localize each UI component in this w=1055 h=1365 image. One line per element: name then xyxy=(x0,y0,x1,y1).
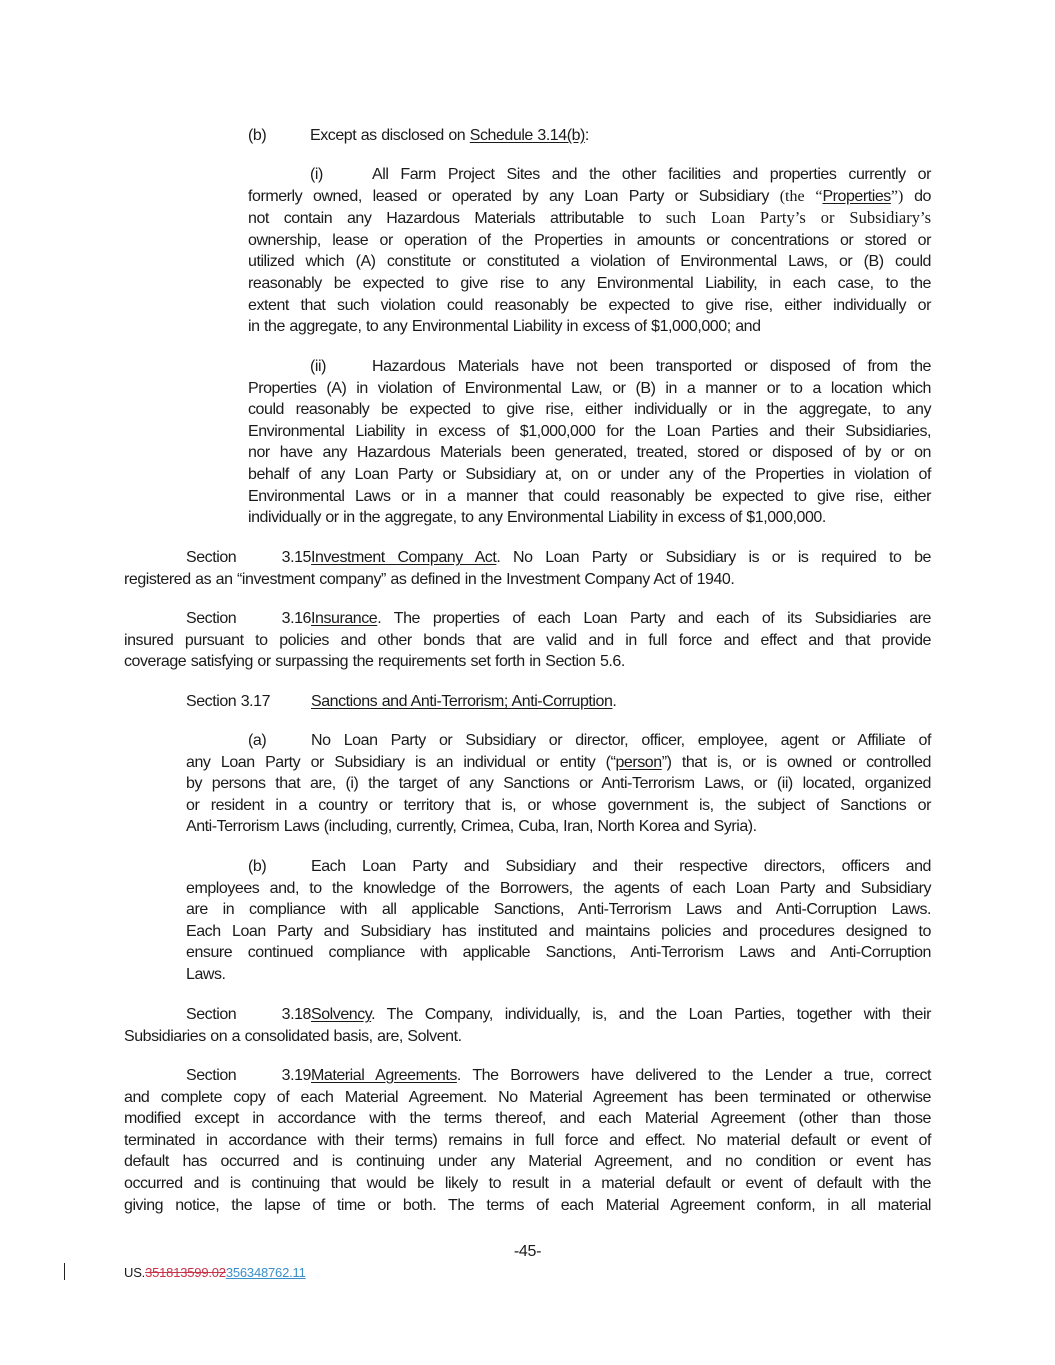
section-3-15: Section 3.15Investment Company Act. No Loan Party or Subsidiary is or is required to be registered as an “investment company” as defined in the Investment Company Act of 1940. xyxy=(124,549,931,588)
section-3-17-paragraph-a: (a) No Loan Party or Subsidiary or director, officer, employee, agent or Affiliate of any Loan Party or Subsidiary is an individual or entity (“person”) that is, or is owned or controlled by persons that are, (i) the target of any Sanctions or Anti-Terrorism Laws, or (ii) located, organized or resident in a country or territory that is, or whose government is, the subject of Sanctions or Anti-Terrorism Laws (including, currently, Crimea, Cuba, Iran, North Korea and Syria). xyxy=(186,732,931,836)
paragraph-i: (i) All Farm Project Sites and the other facilities and properties currently or formerly owned, leased or operated by any Loan Party or Subsidiary (the “Properties”) do not contain any Hazardous Materials attributable to such Loan Party’s or Subsidiary’s ownership, lease or operation of the Properties in amounts or concentrations or stored or utilized which (A) constitute or constituted a violation of Environmental Laws, or (B) could reasonably be expected to give rise to any Environmental Liability, in each case, to the extent that such violation could reasonably be expected to give rise, either individually or in the aggregate, to any Environmental Liability in excess of $1,000,000; and xyxy=(248,166,931,336)
section-number: Section 3.17 xyxy=(186,693,271,710)
paragraph-label: (b) xyxy=(248,858,267,875)
section-number: Section 3.18 xyxy=(186,1006,311,1023)
section-number: Section 3.15 xyxy=(186,549,311,566)
document-id: US.351813599.02356348762.11 xyxy=(124,1265,306,1280)
section-number: Section 3.16 xyxy=(186,610,311,627)
deleted-doc-id: 351813599.02 xyxy=(145,1265,226,1280)
paragraph-label: (a) xyxy=(248,732,267,749)
section-3-17: Section 3.17 Sanctions and Anti-Terrorism; Anti-Corruption. xyxy=(124,691,931,713)
paragraph-ii: (ii) Hazardous Materials have not been transported or disposed of from the Properties (A) in violation of Environmental Law, or (B) in a manner or to a location which could reasonably be expected to give rise, either individually or in the aggregate, to any Environmental Liability in excess of $1,000,000 for the Loan Parties and their Subsidiaries, nor have any Hazardous Materials been generated, treated, stored or disposed of by or on behalf of any Loan Party or Subsidiary at, on or under any of the Properties in violation of Environmental Laws or in a manner that could reasonably be expected to give rise, either individually or in the aggregate, to any Environmental Liability in excess of $1,000,000. xyxy=(248,358,931,527)
section-number: Section 3.19 xyxy=(186,1067,311,1084)
paragraph-label: (ii) xyxy=(310,358,326,375)
section-3-18: Section 3.18Solvency. The Company, individually, is, and the Loan Parties, together with their Subsidiaries on a consolidated basis, are, Solvent. xyxy=(124,1006,931,1045)
section-heading: Sanctions and Anti-Terrorism; Anti-Corruption xyxy=(311,693,613,710)
schedule-reference-link: Schedule 3.14(b) xyxy=(469,127,585,144)
section-3-19: Section 3.19Material Agreements. The Borrowers have delivered to the Lender a true, correct and complete copy of each Material Agreement. No Material Agreement has been terminated or otherwise modified except in accordance with the terms thereof, and each Material Agreement (other than those terminated in accordance with their terms) remains in full force and effect. No material default or event of default has occurred and is continuing under any Material Agreement, and no condition or event has occurred and is continuing that would be likely to result in a material default or event of default with the giving notice, the lapse of time or both. The terms of each Material Agreement conform, in all material xyxy=(124,1067,931,1214)
section-heading: Insurance xyxy=(311,610,378,627)
section-heading: Investment Company Act xyxy=(311,549,497,566)
paragraph-label: (b) xyxy=(248,127,267,144)
page-number: -45- xyxy=(513,1243,542,1260)
inserted-doc-id: 356348762.11 xyxy=(225,1265,306,1280)
section-3-16: Section 3.16Insurance. The properties of each Loan Party and each of its Subsidiaries are insured pursuant to policies and other bonds that are valid and in full force and effect and that provide coverage satisfying or surpassing the requirements set forth in Section 5.6. xyxy=(124,610,931,671)
paragraph-b-intro: (b) Except as disclosed on Schedule 3.14(b): xyxy=(248,125,938,147)
change-bar xyxy=(64,1263,65,1280)
defined-term-person: person xyxy=(615,753,662,771)
section-3-17-paragraph-b: (b) Each Loan Party and Subsidiary and their respective directors, officers and employees and, to the knowledge of the Borrowers, the agents of each Loan Party and Subsidiary are in compliance with all applicable Sanctions, Anti-Terrorism Laws and Anti-Corruption Laws. Each Loan Party and Subsidiary has instituted and maintains policies and procedures designed to ensure continued compliance with applicable Sanctions, Anti-Terrorism Laws and Anti-Corruption Laws. xyxy=(186,858,931,983)
defined-term-properties: Properties xyxy=(822,187,891,205)
section-heading: Solvency xyxy=(311,1006,372,1023)
section-heading: Material Agreements xyxy=(311,1067,457,1084)
paragraph-label: (i) xyxy=(310,166,323,183)
